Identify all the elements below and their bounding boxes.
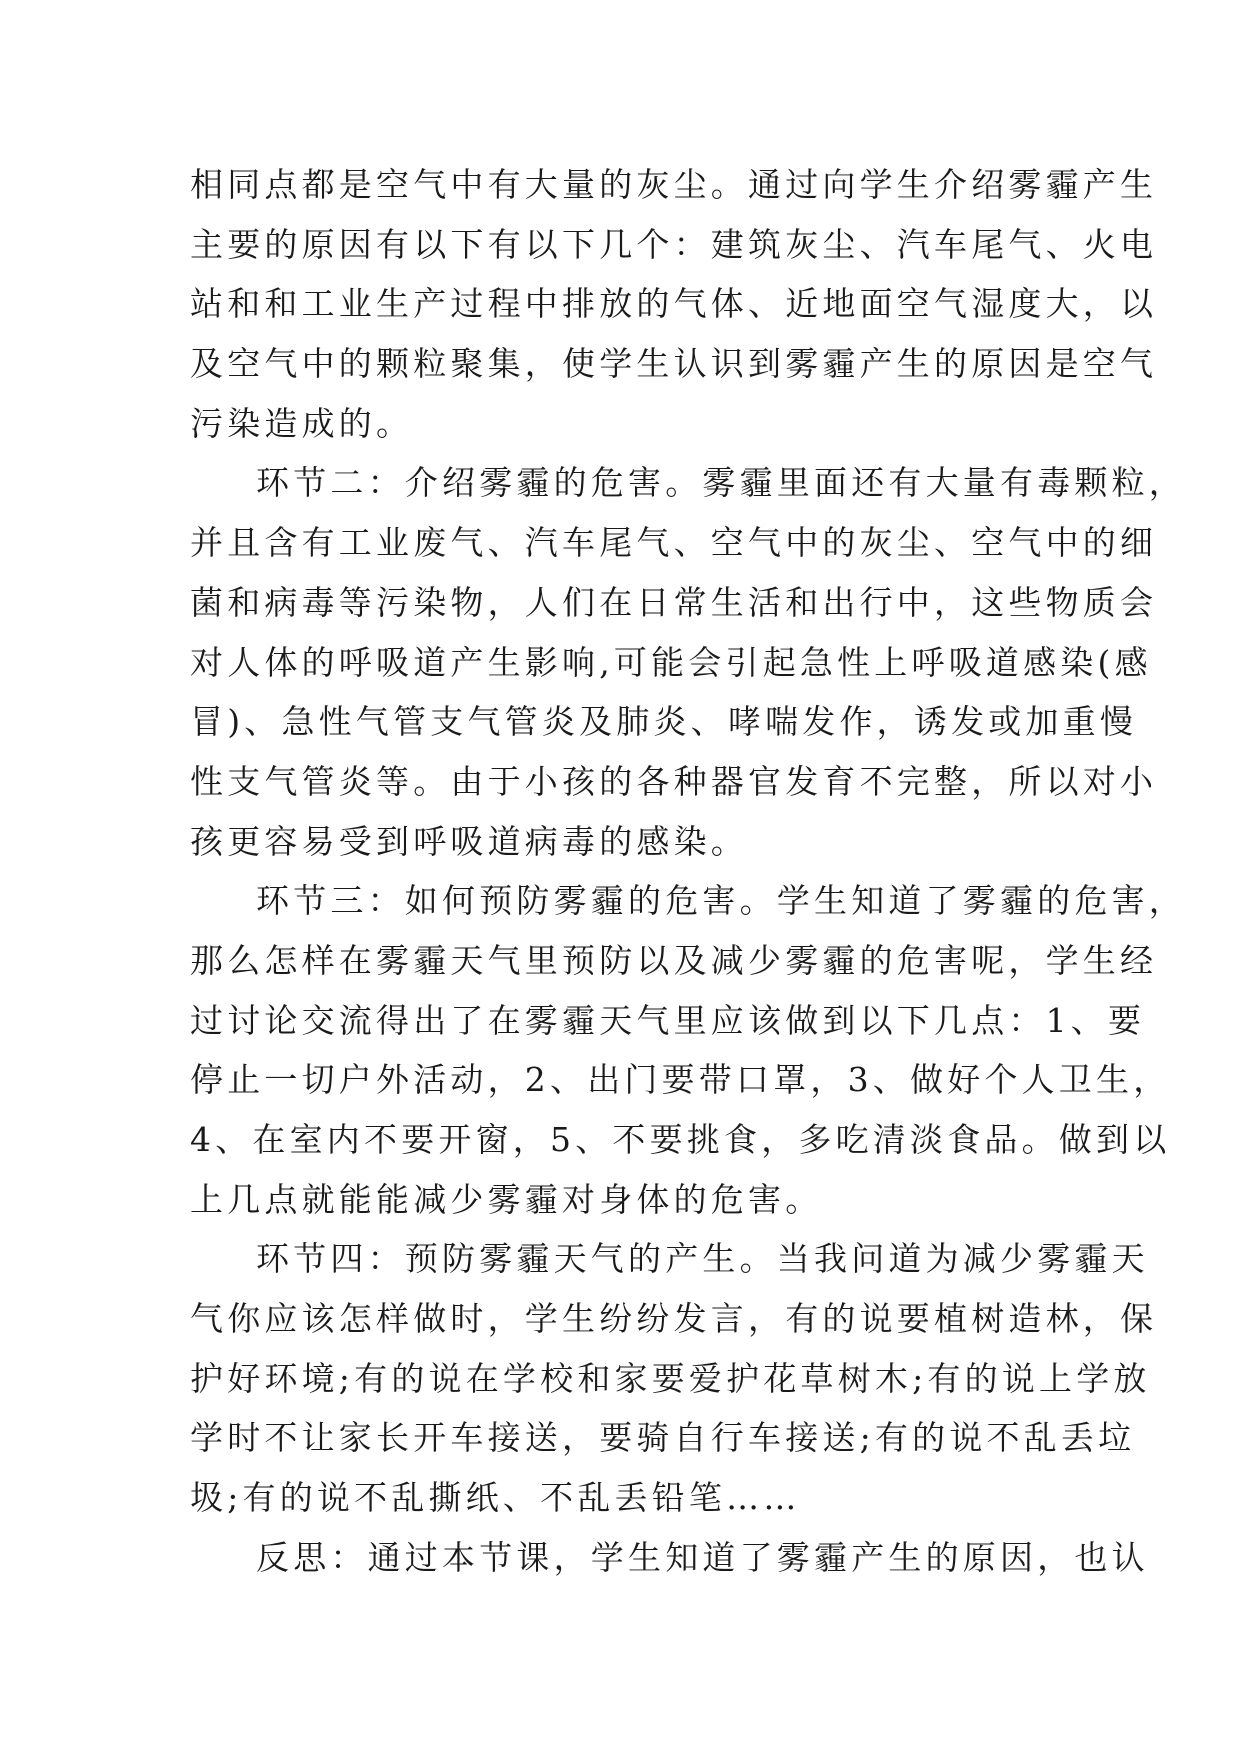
text-line: 相同点都是空气中有大量的灰尘。通过向学生介绍雾霾产生 [190, 165, 1158, 204]
text-line: 并且含有工业废气、汽车尾气、空气中的灰尘、空气中的细 [190, 523, 1158, 563]
text-line: 性支气管炎等。由于小孩的各种器官发育不完整，所以对小 [190, 761, 1158, 801]
text-line: 4、在室内不要开窗，5、不要挑食，多吃清淡食品。做到以 [190, 1120, 1171, 1159]
paragraph-start-line: 环节四：预防雾霾天气的产生。当我问道为减少雾霾天 [256, 1239, 1149, 1279]
text-line: 冒)、急性气管支气管炎及肺炎、哮喘发作，诱发或加重慢 [190, 702, 1138, 742]
text-line: 过讨论交流得出了在雾霾天气里应该做到以下几点：1、要 [190, 1000, 1146, 1040]
text-line: 那么怎样在雾霾天气里预防以及减少雾霾的危害呢，学生经 [190, 940, 1158, 980]
text-line: 学时不让家长开车接送，要骑自行车接送;有的说不乱丢垃 [190, 1418, 1136, 1458]
paragraph-start-line: 反思：通过本节课，学生知道了雾霾产生的原因，也认 [256, 1537, 1149, 1577]
text-line: 护好环境;有的说在学校和家要爱护花草树木;有的说上学放 [190, 1358, 1151, 1398]
text-line: 污染造成的。 [190, 403, 414, 443]
text-line: 主要的原因有以下有以下几个：建筑灰尘、汽车尾气、火电 [190, 224, 1158, 264]
text-line: 上几点就能能减少雾霾对身体的危害。 [190, 1179, 823, 1219]
text-line: 对人体的呼吸道产生影响,可能会引起急性上呼吸道感染(感 [190, 642, 1152, 682]
body-text [190, 155, 1186, 1588]
text-line: 及空气中的颗粒聚集，使学生认识到雾霾产生的原因是空气 [190, 344, 1158, 384]
paragraph-start-line: 环节三：如何预防雾霾的危害。学生知道了雾霾的危害， [256, 881, 1186, 921]
text-line: 停止一切户外活动，2、出门要带口罩，3、做好个人卫生， [190, 1060, 1171, 1100]
text-line: 圾;有的说不乱撕纸、不乱丢铅笔…… [190, 1478, 801, 1518]
paragraph-start-line: 环节二：介绍雾霾的危害。雾霾里面还有大量有毒颗粒， [256, 463, 1186, 503]
text-line: 气你应该怎样做时，学生纷纷发言，有的说要植树造林，保 [190, 1299, 1158, 1339]
text-line: 孩更容易受到呼吸道病毒的感染。 [190, 821, 748, 861]
text-line: 站和和工业生产过程中排放的气体、近地面空气湿度大，以 [190, 284, 1158, 324]
text-line: 菌和病毒等污染物，人们在日常生活和出行中，这些物质会 [190, 582, 1158, 622]
